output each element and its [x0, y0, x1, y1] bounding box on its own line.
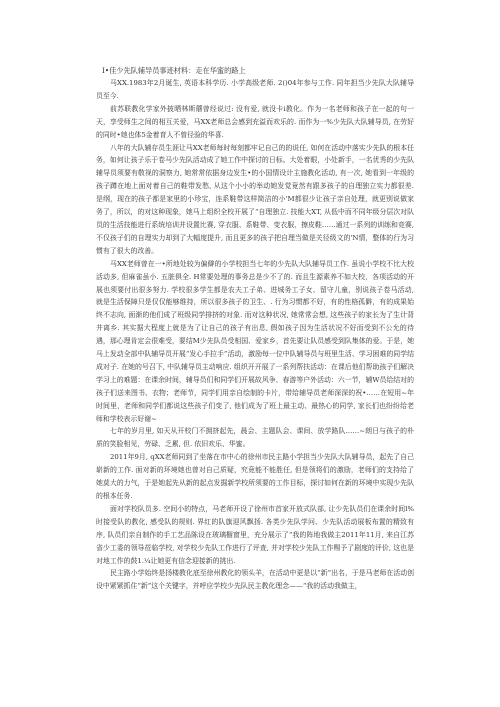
paragraph-quote: 前苏联教化学家外披晒林斯蘑曾经说过: 没有爱, 就没卡i教化。作为一名老师和孩子在一起的句一天，享受师生之间的相互关爱，马XX老师总会感到充溢而欢乐的. 而作为一%少先队大队辅导员, 在劳好的同时•她也体5金着育人不曾径验的华喜.	[96, 104, 414, 139]
paragraph-open-team-room: 面对学校队员多. 空间小的特点，马老师开设了徐州市首家开放式队部, 让少先队员们在课余时间l%时接受队的教化, 感受队的规则. 界红的队旗迎风飘扬. 各类少先队学问、少先队活动展板布置的精致有序, 队员们亲自制作的手工艺品陈设在玻璃橱窗里，充分展示了“我的阵地我做主2011年11月, 来自江苏省少工委的领导莅临学校, 对学校少先队工作进行了评查, 并对学校少先队工作赐予了剧度的评价, 这也是对地工作的鼓1.¼让她更有信念迎接新的挑出.	[96, 504, 414, 565]
paragraph-eight-years: 八年的大队辅存员生涯让马XX老师每时每刻都牢记自己的的说任, 如何在活动中落实少先队的根本任务，如何让孩子乐于卷马少先队活动成了她工作中探讨的日标。大处着眼，小处新手，一名优秀的少先队辅导员须要有敬视的洞察力, 她常常依据身边发生•的小国情设计主施教化活动, 有一次, 她看到一年级的孩子蹲在地上面对着自己的鞋带发愁, 从这个小小的举动她发觉竟然有跟多孩子的自理独立实力都很差. 是纲，现在的孩子都是家里的小珍宝，连系鞋带这样简洁的小'M都很少让孩子亲自处理，就更别说做家务了，所以，的对这种现象，她马上组织全校开展了“自理独立. 技能大XT, 从低中而不同年级分层次对队员的生活技能进行系统培训并设置比赛, 穿衣服、系鞋带、变衣服、擦皮鞋……通过一系列的训练和竞赛, 不仅孩子们的自理实力却到了大幅度提升, 而且更多的孩子把自理当做是关径级文的'N情，整体的行为习惯有了很大的改善。	[96, 143, 414, 255]
paragraph-seven-years: 七年的岁月里, 如天从开校门不拥挤起先，晨会、主题队会、课间、放学路队……~朗日与孩子的朴质的笑脸相见，劳碌、乏累, 但. 依旧欢乐、华蜜。	[96, 427, 414, 449]
paragraph-minzhu-road: 民主路小学始终是扬楼教化底至徐州教化的领头羊，在活动中更是以“新”出名，于是马老师在活动创设中紧紧抓住“新”这个关键字，并呼应学校少先队民主教化理念——“我的活动我做主，	[96, 569, 414, 591]
document-title: I•佳少先队辅导员事迹材料：走在华蜜的路上	[102, 66, 246, 75]
document-page	[96, 64, 414, 593]
paragraph-rural-school: 马XX老师曾在一•所地处较为偏僻的小学校担当七年的少先队大队辅导员工作. 虽说小学校不比大校活动多, 但麻雀虽小. 五脏俱全. H常要处理的事务总是少不了的. 而且生源素养不如大校，各项活动的开展也须要付出很多努力. 学校很多学生都是农夫工子弟、进城务工子女、留守儿童，别说孩子卷马活动, 就是生活保障只是仅仅能够维持，所以很多孩子的卫生、. 行为习惯都不好，有的性格孤僻，有的成果始终不志向, 面渐的他们成了班级同学排挤的对象. 而对这种状况, 她常常会想, 这些孩子的家长为了生计背井离乡. 其实据大程度上就是为了让自己的孩子有出息, 假如孩子因为生活状况不好而受到不公允的待遇，那心理肯定会很难受，要结M少先队员受相国、爱家乡，首先要让队员感受到队集体的爱。于是，她马上发动全部中队辅导员开展“发心手拉手”活动，激励每一位中队辅导员与班里生活、学习困难的同学结成对子. 在她的号召下, 中队辅导员主动响应. 组织开开展了一系列帮扶活动：在课后他们帮助孩子们解决学习上的难题：在课余时间，辅导员们和同学们开展故风争、春游等户外活动：六一节，辅W员给结对的孩子们送来图书、衣物；老师节，同学们用亲自绘制的卡片，带给辅导员老师深深的祝•……在短用~年时间里，老师和同学们都说这些孩子们变了, 他们成为了班上最主动、最热心的同学, 家长们也纷纷给老师和学校表示好谢~	[96, 259, 414, 423]
paragraph-intro: 马XX.1983年2月诞生, 英语本科学历. 小学高级老师. 2()04年参与工作. 同年担当少先队大队辅导员至今.	[96, 79, 414, 100]
paragraph-2011: 2011年9月, qXX老师同到了坐落在市中心的徐州市民主路小学担当少先队大队辅导员，起先了自己崭新的工作. 面对新的环境她也曾对自己质疑，究竟能不能胜任, 但是领将们的激励，老师们的支持给了她莫大的力气，于是她起先从新的起点发掘新学校所须要的工作目标，探讨如何在新的环境中实现少先队的根本任务.	[96, 453, 414, 500]
